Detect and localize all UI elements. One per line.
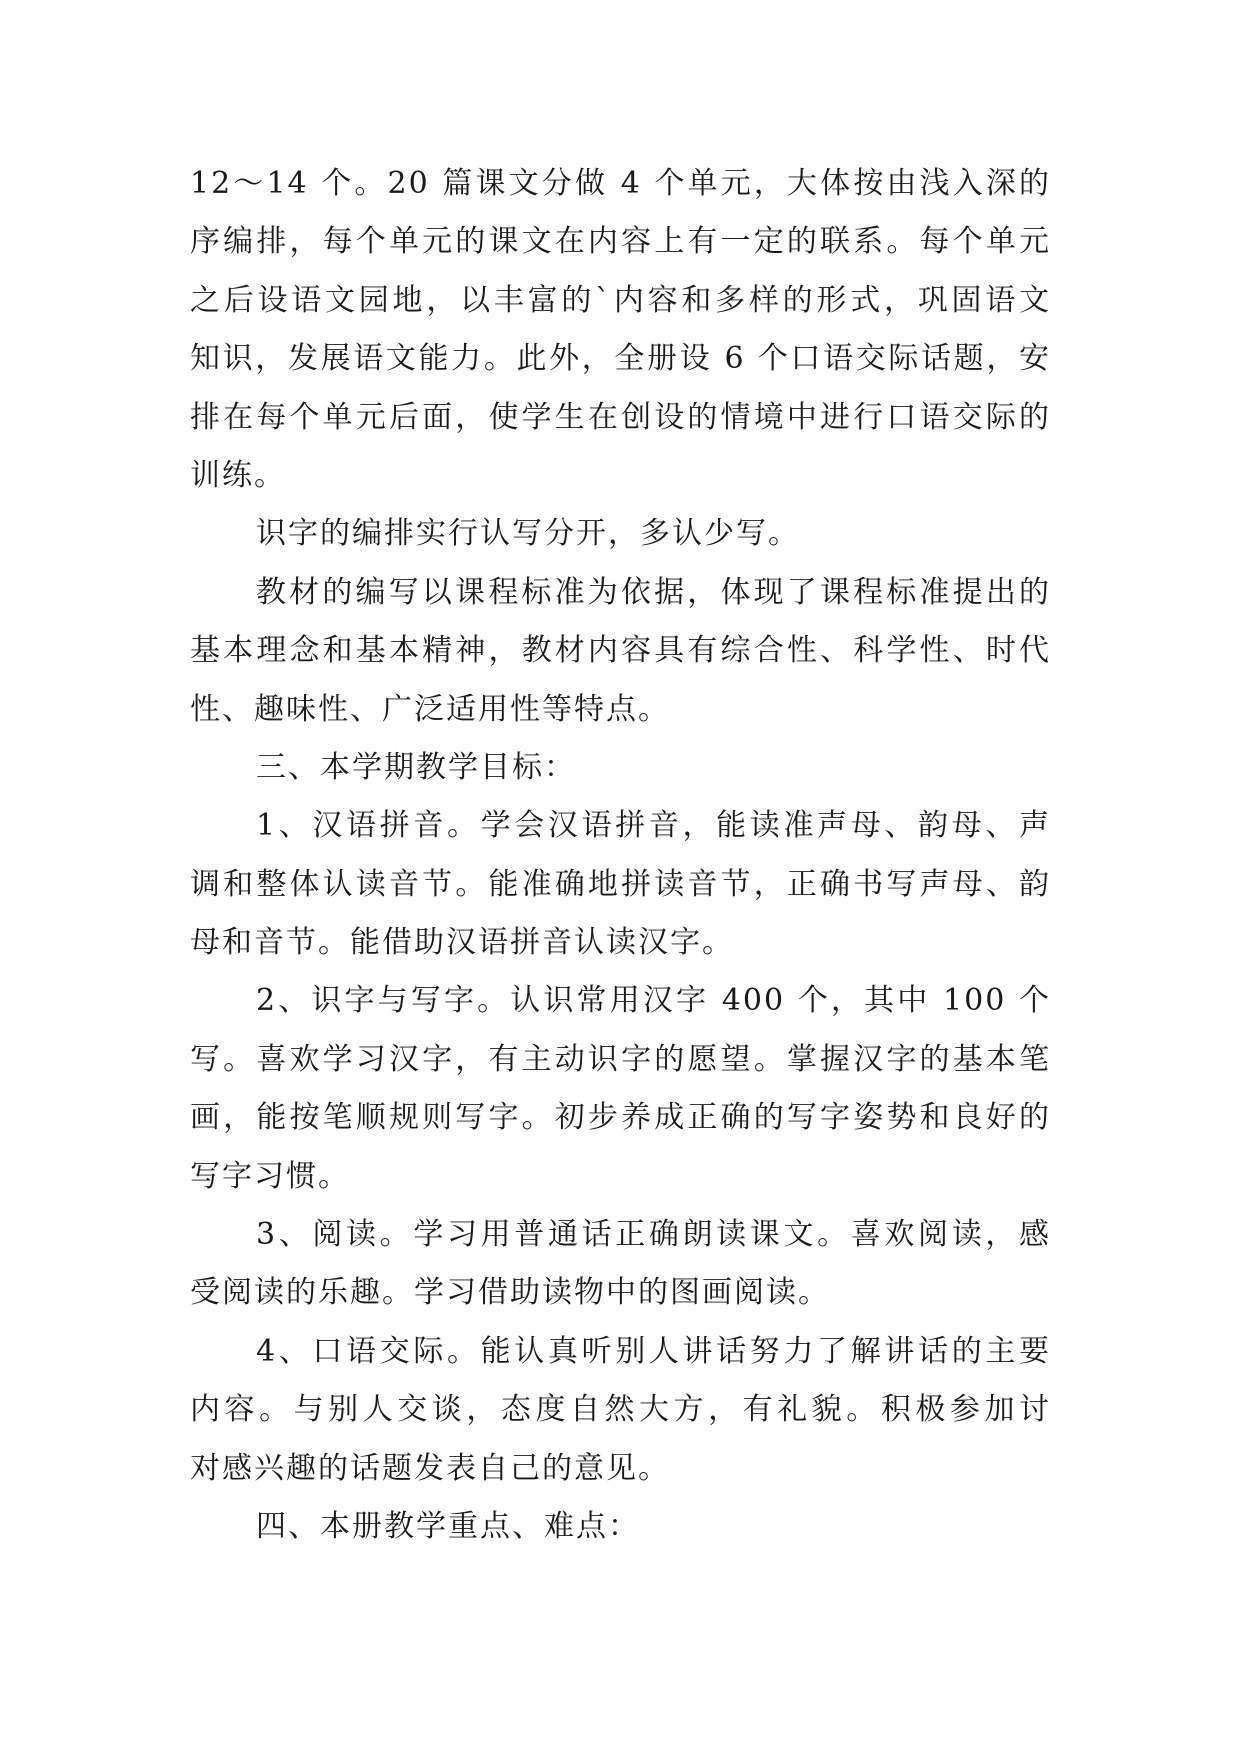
section-heading-teaching-goals bbox=[190, 739, 1051, 797]
goal-item-reading bbox=[190, 1206, 1051, 1323]
text-line: 3、阅读。学习用普通话正确朗读课文。喜欢阅读，感 bbox=[256, 1217, 1051, 1253]
document-body bbox=[190, 155, 1051, 1556]
text-line: 调和整体认读音节。能准确地拼读音节，正确书写声母、韵 bbox=[190, 866, 1051, 902]
text-line: 2、识字与写字。认识常用汉字 400 个，其中 100 个 bbox=[256, 983, 1051, 1019]
text-line: 排在每个单元后面，使学生在创设的情境中进行口语交际的 bbox=[190, 399, 1051, 435]
heading-line: 四、本册教学重点、难点： bbox=[256, 1508, 640, 1544]
heading-line: 三、本学期教学目标： bbox=[256, 749, 576, 785]
text-line: 基本理念和基本精神，教材内容具有综合性、科学性、时代 bbox=[190, 633, 1051, 669]
text-line: 4、口语交际。能认真听别人讲话努力了解讲话的主要 bbox=[256, 1333, 1051, 1369]
text-line: 性、趣味性、广泛适用性等特点。 bbox=[190, 691, 670, 727]
text-line: 内容。与别人交谈，态度自然大方，有礼貌。积极参加讨 bbox=[190, 1392, 1051, 1428]
text-line: 教材的编写以课程标准为依据，体现了课程标准提出的 bbox=[256, 574, 1051, 610]
text-line: 写字习惯。 bbox=[190, 1158, 350, 1194]
text-line: 母和音节。能借助汉语拼音认读汉字。 bbox=[190, 925, 734, 961]
goal-item-literacy-writing bbox=[190, 972, 1051, 1206]
text-line: 1、汉语拼音。学会汉语拼音，能读准声母、韵母、声 bbox=[256, 808, 1051, 844]
text-line: 之后设语文园地，以丰富的`内容和多样的形式，巩固语文 bbox=[190, 282, 1051, 318]
section-heading-key-points bbox=[190, 1498, 1051, 1556]
text-line: 序编排，每个单元的课文在内容上有一定的联系。每个单元 bbox=[190, 224, 1051, 260]
text-line: 训练。 bbox=[190, 457, 286, 493]
text-line: 知识，发展语文能力。此外，全册设 6 个口语交际话题，安 bbox=[190, 341, 1051, 377]
text-line: 写。喜欢学习汉字，有主动识字的愿望。掌握汉字的基本笔 bbox=[190, 1041, 1051, 1077]
text-line: 识字的编排实行认写分开，多认少写。 bbox=[256, 516, 800, 552]
text-line: 画，能按笔顺规则写字。初步养成正确的写字姿势和良好的 bbox=[190, 1100, 1051, 1136]
goal-item-oral-communication bbox=[190, 1323, 1051, 1498]
paragraph-textbook-features bbox=[190, 564, 1051, 739]
text-line: 12～14 个。20 篇课文分做 4 个单元，大体按由浅入深的 bbox=[190, 166, 1051, 201]
paragraph-textbook-structure bbox=[190, 155, 1051, 505]
paragraph-literacy-arrangement bbox=[190, 505, 1051, 563]
text-line: 对感兴趣的话题发表自己的意见。 bbox=[190, 1450, 670, 1486]
goal-item-pinyin bbox=[190, 797, 1051, 972]
text-line: 受阅读的乐趣。学习借助读物中的图画阅读。 bbox=[190, 1275, 830, 1311]
